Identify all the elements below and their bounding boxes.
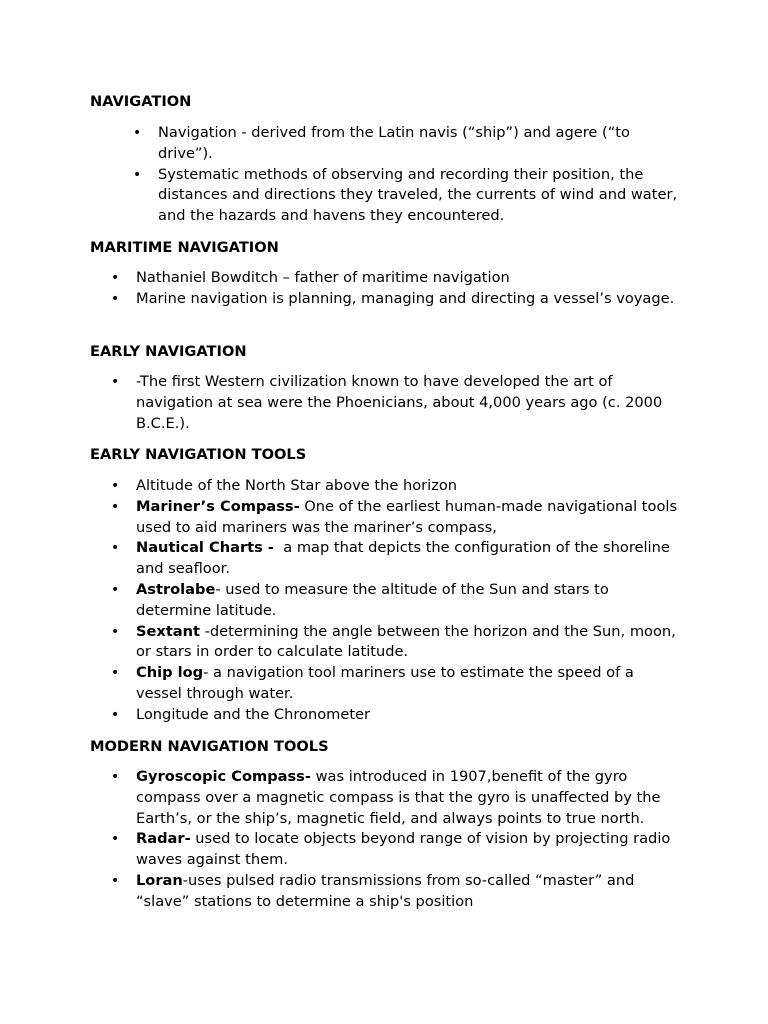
list-item-text: -uses pulsed radio transmissions from so-called “master” and “slave” stations to determine a ship's position xyxy=(136,871,635,910)
list-item-text: a map that depicts the configuration of the shoreline and seafloor. xyxy=(136,539,675,578)
modern-navigation-tools-list xyxy=(111,767,684,913)
section-heading-early-navigation-tools: EARLY NAVIGATION TOOLS xyxy=(90,446,307,463)
list-item-term: Sextant xyxy=(136,622,201,640)
list-item xyxy=(111,580,684,622)
list-item xyxy=(111,871,684,913)
bullet-icon: • xyxy=(111,665,120,682)
navigation-list xyxy=(133,123,678,227)
bullet-icon: • xyxy=(133,125,142,141)
list-item xyxy=(111,289,684,310)
list-item xyxy=(111,497,684,539)
list-item xyxy=(111,372,684,434)
bullet-icon: • xyxy=(111,540,120,557)
list-item-text: Navigation - derived from the Latin navis (“ship”) and agere (“to drive”). xyxy=(158,124,630,162)
section-heading-navigation: NAVIGATION xyxy=(90,93,192,110)
list-item xyxy=(111,538,684,580)
list-item-text: used to locate objects beyond range of vision by projecting radio waves against them. xyxy=(136,830,671,869)
list-item-term: Loran xyxy=(136,871,183,889)
list-item-text: -determining the angle between the horizon and the Sun, moon, or stars in order to calculate latitude. xyxy=(136,622,676,661)
list-item-text: One of the earliest human-made navigational tools used to aid mariners was the mariner’s compass, xyxy=(136,497,678,536)
list-item xyxy=(111,663,684,705)
bullet-icon: • xyxy=(133,166,142,183)
section-heading-early-navigation: EARLY NAVIGATION xyxy=(90,343,247,360)
list-item xyxy=(111,268,684,289)
early-navigation-list xyxy=(111,372,684,434)
bullet-icon: • xyxy=(111,581,120,598)
maritime-navigation-list xyxy=(111,268,684,310)
list-item xyxy=(111,476,684,497)
list-item-text: Marine navigation is planning, managing and directing a vessel’s voyage. xyxy=(136,289,675,307)
list-item xyxy=(111,829,684,871)
list-item xyxy=(111,767,684,829)
bullet-icon: • xyxy=(111,270,120,286)
bullet-icon: • xyxy=(111,623,120,640)
section-heading-maritime-navigation: MARITIME NAVIGATION xyxy=(90,239,279,256)
list-item-text: was introduced in 1907,benefit of the gyro compass over a magnetic compass is that the gyro is unaffected by the Earth’s, or the ship’s, magnetic field, and always points to true north. xyxy=(136,768,661,827)
early-navigation-tools-list xyxy=(111,476,684,726)
list-item-text: Altitude of the North Star above the horizon xyxy=(136,477,458,494)
list-item xyxy=(111,622,684,664)
bullet-icon: • xyxy=(111,374,120,390)
list-item-text: - a navigation tool mariners use to estimate the speed of a vessel through water. xyxy=(136,664,634,702)
list-item-term: Nautical Charts - xyxy=(136,539,274,557)
bullet-icon: • xyxy=(111,769,120,785)
bullet-icon: • xyxy=(111,290,120,307)
list-item-text: -The first Western civilization known to have developed the art of navigation at sea were the Phoenicians, about 4,000 years ago (c. 2000 B.C.E.). xyxy=(136,373,663,432)
list-item-term: Gyroscopic Compass- xyxy=(136,768,311,785)
list-item-text: Longitude and the Chronometer xyxy=(136,705,371,723)
list-item-text: Nathaniel Bowditch – father of maritime navigation xyxy=(136,269,510,286)
list-item xyxy=(133,123,678,165)
list-item-term: Mariner’s Compass- xyxy=(136,497,300,515)
bullet-icon: • xyxy=(111,478,120,494)
list-item xyxy=(133,165,678,227)
bullet-icon: • xyxy=(111,706,120,723)
bullet-icon: • xyxy=(111,831,120,848)
list-item xyxy=(111,705,684,726)
list-item-term: Radar- xyxy=(136,830,191,848)
list-item-text: Systematic methods of observing and recording their position, the distances and directions they traveled, the currents of wind and water, and the hazards and havens they encountered. xyxy=(158,165,678,225)
bullet-icon: • xyxy=(111,498,120,515)
bullet-icon: • xyxy=(111,872,120,889)
section-heading-modern-navigation-tools: MODERN NAVIGATION TOOLS xyxy=(90,738,329,755)
list-item-term: Astrolabe xyxy=(136,580,216,598)
list-item-term: Chip log xyxy=(136,664,204,682)
list-item-text: - used to measure the altitude of the Sun and stars to determine latitude. xyxy=(136,580,609,619)
